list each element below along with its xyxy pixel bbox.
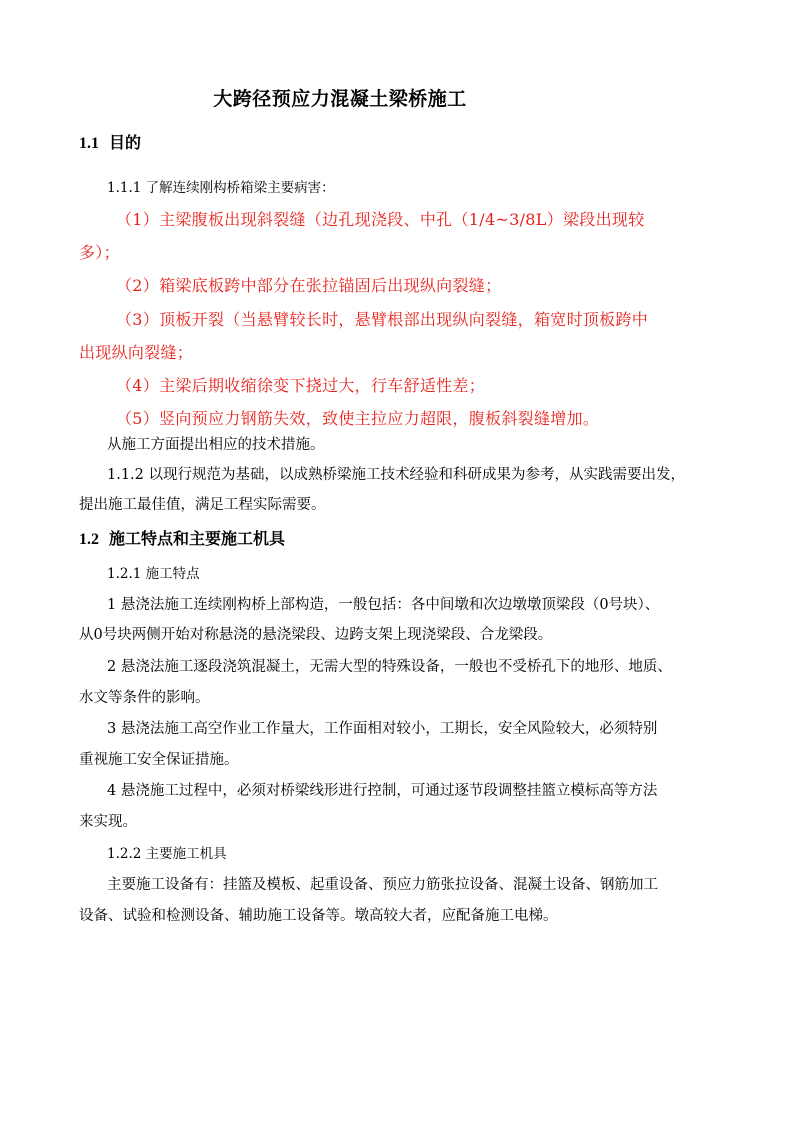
subsection-1-1-2-line-2: 提出施工最佳值，满足工程实际需要。 bbox=[79, 497, 326, 513]
defect-5: （5）竖向预应力钢筋失效，致使主拉应力超限，腹板斜裂缝增加。 bbox=[116, 409, 600, 428]
subsection-1-2-2: 1.2.2 主要施工机具 bbox=[107, 846, 227, 862]
defect-3-line-2: 出现纵向裂缝； bbox=[79, 343, 194, 362]
document-title: 大跨径预应力混凝土梁桥施工 bbox=[213, 88, 467, 110]
defect-4: （4）主梁后期收缩徐变下挠过大，行车舒适性差； bbox=[116, 376, 486, 395]
equipment-line-1: 主要施工设备有：挂篮及模板、起重设备、预应力筋张拉设备、混凝土设备、钢筋加工 bbox=[107, 877, 658, 893]
section-title: 目的 bbox=[109, 133, 142, 152]
feature-2-line-2: 水文等条件的影响。 bbox=[79, 690, 210, 706]
section-heading-1-2 bbox=[79, 526, 285, 549]
defect-3-line-1: （3）顶板开裂（当悬臂较长时，悬臂根部出现纵向裂缝，箱宽时顶板跨中 bbox=[116, 310, 649, 329]
feature-2-line-1: 2 悬浇法施工逐段浇筑混凝土，无需大型的特殊设备，一般也不受桥孔下的地形、地质、 bbox=[107, 659, 672, 675]
feature-3-line-2: 重视施工安全保证措施。 bbox=[79, 752, 239, 768]
defect-1-line-1: （1）主梁腹板出现斜裂缝（边孔现浇段、中孔（1/4~3/8L）梁段出现较 bbox=[116, 210, 645, 229]
feature-1-line-1: 1 悬浇法施工连续刚构桥上部构造，一般包括：各中间墩和次边墩墩顶梁段（0号块）、 bbox=[107, 597, 660, 613]
equipment-line-2: 设备、试验和检测设备、辅助施工设备等。墩高较大者，应配备施工电梯。 bbox=[79, 908, 558, 924]
subsection-1-1-1: 1.1.1 了解连续刚构桥箱梁主要病害： bbox=[107, 180, 335, 196]
feature-3-line-1: 3 悬浇法施工高空作业工作量大，工作面相对较小，工期长，安全风险较大，必须特别 bbox=[107, 721, 658, 737]
subsection-1-2-1: 1.2.1 施工特点 bbox=[107, 566, 200, 582]
feature-4-line-2: 来实现。 bbox=[79, 814, 137, 830]
subsection-1-1-2-line-1: 1.1.2 以现行规范为基础，以成熟桥梁施工技术经验和科研成果为参考，从实践需要出发， bbox=[107, 467, 685, 483]
section-number: 1.1 bbox=[79, 135, 99, 152]
section-heading-1-1 bbox=[79, 130, 141, 153]
section-title: 施工特点和主要施工机具 bbox=[109, 529, 286, 548]
defect-1-line-2: 多）； bbox=[79, 243, 120, 262]
defect-2: （2）箱梁底板跨中部分在张拉锚固后出现纵向裂缝； bbox=[116, 276, 502, 295]
section-number: 1.2 bbox=[79, 531, 99, 548]
measures-text: 从施工方面提出相应的技术措施。 bbox=[107, 437, 325, 453]
feature-1-line-2: 从0号块两侧开始对称悬浇的悬浇梁段、边跨支架上现浇梁段、合龙梁段。 bbox=[79, 627, 553, 643]
feature-4-line-1: 4 悬浇施工过程中，必须对桥梁线形进行控制，可通过逐节段调整挂篮立模标高等方法 bbox=[107, 783, 658, 799]
